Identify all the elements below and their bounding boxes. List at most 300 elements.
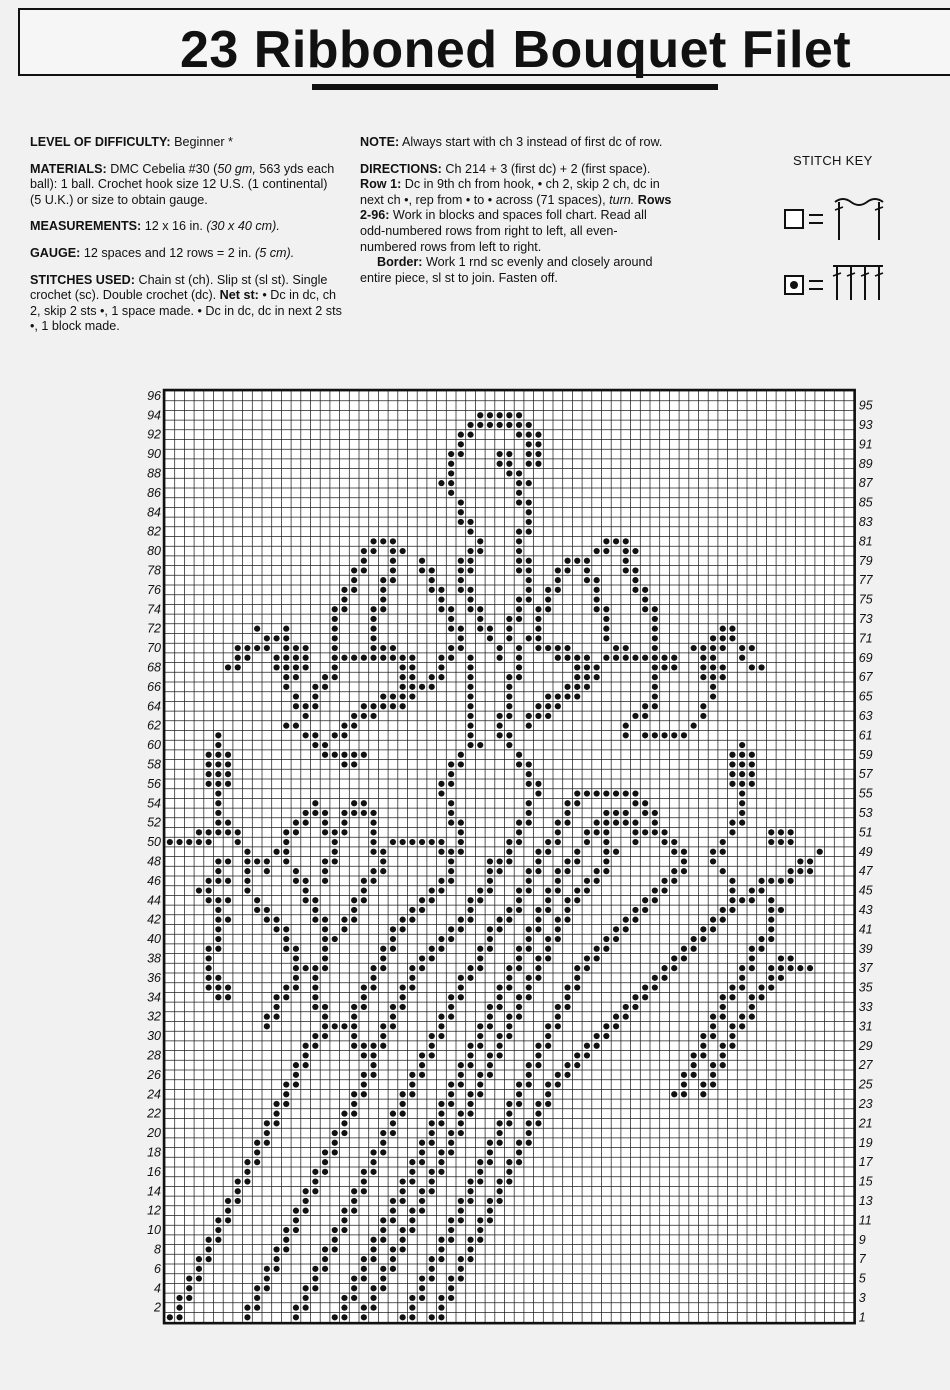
- block-dot: [594, 606, 600, 612]
- block-dot: [458, 577, 464, 583]
- stitches-label: STITCHES USED:: [30, 272, 135, 287]
- block-dot: [448, 606, 454, 612]
- block-dot: [603, 616, 609, 622]
- block-dot: [409, 664, 415, 670]
- block-dot: [603, 820, 609, 826]
- block-dot: [545, 946, 551, 952]
- block-dot: [564, 800, 570, 806]
- row-label-right: 91: [858, 437, 873, 452]
- block-dot: [341, 917, 347, 923]
- block-dot: [419, 558, 425, 564]
- block-dot: [574, 1052, 580, 1058]
- row-label-left: 54: [147, 796, 161, 811]
- block-dot: [438, 781, 444, 787]
- block-dot: [458, 1256, 464, 1262]
- block-dot: [225, 771, 231, 777]
- block-dot: [332, 752, 338, 758]
- block-dot: [283, 626, 289, 632]
- block-dot: [225, 858, 231, 864]
- block-dot: [273, 1120, 279, 1126]
- block-dot: [516, 1004, 522, 1010]
- block-dot: [215, 858, 221, 864]
- block-dot: [370, 839, 376, 845]
- row-label-left: 88: [147, 466, 161, 481]
- block-dot: [477, 1237, 483, 1243]
- block-dot: [749, 897, 755, 903]
- block-dot: [400, 1004, 406, 1010]
- block-dot: [293, 723, 299, 729]
- measurements-metric: (30 x 40 cm).: [206, 219, 280, 234]
- block-dot: [448, 1091, 454, 1097]
- block-dot: [778, 955, 784, 961]
- level-of-difficulty: [30, 135, 342, 151]
- block-dot: [652, 820, 658, 826]
- row-label-left: 40: [147, 932, 161, 947]
- block-dot: [467, 693, 473, 699]
- block-dot: [283, 994, 289, 1000]
- block-dot: [419, 1149, 425, 1155]
- block-dot: [429, 1314, 435, 1320]
- block-dot: [351, 1004, 357, 1010]
- block-dot: [564, 684, 570, 690]
- block-dot: [526, 878, 532, 884]
- block-dot: [322, 955, 328, 961]
- block-dot: [351, 1033, 357, 1039]
- block-dot: [497, 1033, 503, 1039]
- block-dot: [535, 1101, 541, 1107]
- block-dot: [516, 761, 522, 767]
- block-dot: [681, 946, 687, 952]
- block-dot: [322, 868, 328, 874]
- block-dot: [564, 1004, 570, 1010]
- block-dot: [351, 897, 357, 903]
- block-dot: [691, 946, 697, 952]
- block-dot: [351, 713, 357, 719]
- block-dot: [322, 946, 328, 952]
- block-dot: [409, 984, 415, 990]
- block-dot: [235, 645, 241, 651]
- block-dot: [516, 946, 522, 952]
- block-dot: [497, 451, 503, 457]
- block-dot: [448, 470, 454, 476]
- block-dot: [526, 781, 532, 787]
- block-dot: [293, 965, 299, 971]
- block-dot: [613, 538, 619, 544]
- block-dot: [574, 975, 580, 981]
- block-dot: [661, 664, 667, 670]
- block-dot: [235, 829, 241, 835]
- block-dot: [438, 1033, 444, 1039]
- block-dot: [215, 917, 221, 923]
- block-dot: [409, 839, 415, 845]
- block-dot: [206, 752, 212, 758]
- block-dot: [458, 1266, 464, 1272]
- block-symbol-icon: [783, 262, 893, 312]
- block-dot: [419, 1208, 425, 1214]
- block-dot: [458, 820, 464, 826]
- block-dot: [303, 1043, 309, 1049]
- block-dot: [332, 1314, 338, 1320]
- block-dot: [264, 1275, 270, 1281]
- block-dot: [477, 548, 483, 554]
- block-dot: [661, 829, 667, 835]
- block-dot: [526, 926, 532, 932]
- block-dot: [555, 839, 561, 845]
- block-dot: [186, 839, 192, 845]
- row-label-right: 63: [858, 708, 873, 723]
- block-dot: [555, 887, 561, 893]
- block-dot: [351, 1295, 357, 1301]
- block-dot: [652, 684, 658, 690]
- block-dot: [535, 965, 541, 971]
- block-dot: [516, 887, 522, 893]
- block-dot: [535, 955, 541, 961]
- block-dot: [516, 1091, 522, 1097]
- block-dot: [322, 752, 328, 758]
- block-dot: [671, 655, 677, 661]
- block-dot: [312, 975, 318, 981]
- block-dot: [506, 461, 512, 467]
- block-dot: [506, 975, 512, 981]
- block-dot: [623, 558, 629, 564]
- block-dot: [710, 664, 716, 670]
- block-dot: [700, 664, 706, 670]
- block-dot: [487, 1140, 493, 1146]
- block-dot: [312, 965, 318, 971]
- block-dot: [594, 1033, 600, 1039]
- block-dot: [623, 538, 629, 544]
- block-dot: [526, 499, 532, 505]
- block-dot: [448, 1295, 454, 1301]
- block-dot: [312, 1043, 318, 1049]
- block-dot: [264, 1023, 270, 1029]
- block-dot: [467, 1237, 473, 1243]
- block-dot: [293, 693, 299, 699]
- block-dot: [244, 1169, 250, 1175]
- block-dot: [419, 1275, 425, 1281]
- block-dot: [788, 955, 794, 961]
- block-dot: [526, 519, 532, 525]
- block-dot: [322, 878, 328, 884]
- block-dot: [361, 713, 367, 719]
- block-dot: [506, 422, 512, 428]
- row-label-left: 12: [147, 1203, 161, 1218]
- block-dot: [244, 878, 250, 884]
- block-dot: [778, 907, 784, 913]
- block-dot: [535, 1111, 541, 1117]
- block-dot: [225, 664, 231, 670]
- block-dot: [312, 742, 318, 748]
- block-dot: [720, 868, 726, 874]
- block-dot: [729, 897, 735, 903]
- block-dot: [467, 655, 473, 661]
- block-dot: [293, 946, 299, 952]
- directions-text-3: Work in blocks and spaces foll chart. Read all odd-numbered rows from right to left, all even-numbered rows from left to right.: [360, 208, 647, 254]
- block-dot: [700, 1091, 706, 1097]
- block-dot: [700, 645, 706, 651]
- block-dot: [448, 1101, 454, 1107]
- block-dot: [652, 975, 658, 981]
- block-dot: [332, 626, 338, 632]
- block-dot: [477, 1081, 483, 1087]
- block-dot: [788, 868, 794, 874]
- block-dot: [380, 1149, 386, 1155]
- block-dot: [584, 839, 590, 845]
- block-dot: [438, 1169, 444, 1175]
- block-dot: [564, 897, 570, 903]
- block-dot: [215, 868, 221, 874]
- block-dot: [603, 1033, 609, 1039]
- block-dot: [448, 1140, 454, 1146]
- block-dot: [438, 1256, 444, 1262]
- row-label-left: 84: [147, 505, 161, 520]
- block-dot: [467, 897, 473, 903]
- block-dot: [710, 1081, 716, 1087]
- block-dot: [768, 829, 774, 835]
- block-dot: [516, 480, 522, 486]
- block-dot: [448, 626, 454, 632]
- block-dot: [758, 994, 764, 1000]
- block-dot: [370, 1256, 376, 1262]
- block-dot: [788, 839, 794, 845]
- block-dot: [477, 965, 483, 971]
- block-dot: [477, 1091, 483, 1097]
- row-label-left: 44: [147, 893, 161, 908]
- block-dot: [225, 752, 231, 758]
- block-dot: [283, 1101, 289, 1107]
- block-dot: [332, 858, 338, 864]
- block-dot: [691, 1062, 697, 1068]
- block-dot: [293, 1227, 299, 1233]
- block-dot: [244, 1305, 250, 1311]
- block-dot: [264, 645, 270, 651]
- block-dot: [652, 703, 658, 709]
- block-dot: [545, 1091, 551, 1097]
- block-dot: [487, 858, 493, 864]
- block-dot: [303, 965, 309, 971]
- block-dot: [254, 1285, 260, 1291]
- border-label: Border:: [377, 255, 423, 270]
- block-dot: [438, 1101, 444, 1107]
- block-dot: [526, 713, 532, 719]
- row-label-left: 32: [147, 1009, 161, 1024]
- row-label-right: 35: [858, 980, 873, 995]
- block-dot: [467, 965, 473, 971]
- block-dot: [458, 567, 464, 573]
- block-dot: [652, 616, 658, 622]
- block-dot: [341, 1120, 347, 1126]
- block-dot: [458, 1208, 464, 1214]
- row-label-right: 3: [858, 1290, 866, 1305]
- block-dot: [594, 587, 600, 593]
- block-dot: [545, 897, 551, 903]
- block-dot: [448, 771, 454, 777]
- block-dot: [477, 616, 483, 622]
- block-dot: [409, 965, 415, 971]
- block-dot: [312, 693, 318, 699]
- block-dot: [332, 936, 338, 942]
- block-dot: [603, 849, 609, 855]
- block-dot: [409, 674, 415, 680]
- block-dot: [516, 994, 522, 1000]
- block-dot: [361, 1052, 367, 1058]
- block-dot: [613, 820, 619, 826]
- block-dot: [370, 810, 376, 816]
- block-dot: [555, 829, 561, 835]
- block-dot: [264, 907, 270, 913]
- block-dot: [429, 1140, 435, 1146]
- block-dot: [303, 897, 309, 903]
- block-dot: [594, 955, 600, 961]
- block-dot: [720, 635, 726, 641]
- block-dot: [186, 1275, 192, 1281]
- note: [360, 135, 672, 151]
- block-dot: [691, 723, 697, 729]
- block-dot: [516, 470, 522, 476]
- block-dot: [341, 723, 347, 729]
- block-dot: [370, 1285, 376, 1291]
- block-dot: [409, 917, 415, 923]
- block-dot: [225, 1198, 231, 1204]
- row-label-left: 24: [147, 1087, 161, 1102]
- block-dot: [293, 645, 299, 651]
- block-dot: [632, 577, 638, 583]
- block-dot: [710, 655, 716, 661]
- block-dot: [691, 1072, 697, 1078]
- block-dot: [400, 1188, 406, 1194]
- block-dot: [535, 917, 541, 923]
- block-dot: [535, 606, 541, 612]
- block-dot: [642, 703, 648, 709]
- stitch-key-title: STITCH KEY: [793, 153, 873, 168]
- block-dot: [671, 849, 677, 855]
- block-dot: [361, 1256, 367, 1262]
- block-dot: [419, 955, 425, 961]
- block-dot: [283, 946, 289, 952]
- block-dot: [390, 839, 396, 845]
- block-dot: [526, 723, 532, 729]
- block-dot: [661, 975, 667, 981]
- row-label-right: 15: [858, 1174, 873, 1189]
- block-dot: [361, 1043, 367, 1049]
- block-dot: [700, 674, 706, 680]
- block-dot: [584, 655, 590, 661]
- net-stitch-value: • Dc in dc, ch 2, skip 2 sts •, 1 space made. • Dc in dc, dc in next 2 sts •, 1 block made.: [30, 288, 342, 334]
- filet-chart: [140, 385, 915, 1385]
- block-dot: [555, 1081, 561, 1087]
- block-dot: [448, 858, 454, 864]
- block-dot: [497, 1130, 503, 1136]
- block-dot: [167, 839, 173, 845]
- block-dot: [273, 994, 279, 1000]
- block-dot: [380, 577, 386, 583]
- block-dot: [419, 684, 425, 690]
- block-dot: [293, 1314, 299, 1320]
- block-dot: [332, 635, 338, 641]
- row-label-right: 81: [858, 534, 873, 549]
- block-dot: [467, 1052, 473, 1058]
- block-dot: [167, 1314, 173, 1320]
- block-dot: [409, 1305, 415, 1311]
- block-dot: [594, 946, 600, 952]
- block-dot: [380, 606, 386, 612]
- block-dot: [312, 917, 318, 923]
- block-dot: [361, 1072, 367, 1078]
- block-dot: [603, 538, 609, 544]
- block-dot: [370, 1295, 376, 1301]
- block-dot: [739, 984, 745, 990]
- block-dot: [312, 907, 318, 913]
- block-dot: [535, 1043, 541, 1049]
- block-dot: [429, 946, 435, 952]
- block-dot: [632, 713, 638, 719]
- block-dot: [438, 1111, 444, 1117]
- block-dot: [739, 820, 745, 826]
- block-dot: [526, 810, 532, 816]
- block-dot: [400, 1314, 406, 1320]
- block-dot: [390, 926, 396, 932]
- block-dot: [429, 1120, 435, 1126]
- block-dot: [244, 1178, 250, 1184]
- block-dot: [652, 655, 658, 661]
- block-dot: [176, 1295, 182, 1301]
- block-dot: [273, 664, 279, 670]
- block-dot: [526, 567, 532, 573]
- block-dot: [681, 955, 687, 961]
- block-dot: [215, 878, 221, 884]
- block-dot: [390, 1014, 396, 1020]
- block-dot: [370, 703, 376, 709]
- block-dot: [458, 1111, 464, 1117]
- block-dot: [564, 810, 570, 816]
- block-dot: [506, 470, 512, 476]
- block-dot: [574, 1062, 580, 1068]
- block-dot: [273, 655, 279, 661]
- block-dot: [555, 703, 561, 709]
- block-dot: [545, 693, 551, 699]
- block-dot: [215, 1237, 221, 1243]
- block-dot: [361, 655, 367, 661]
- block-dot: [215, 946, 221, 952]
- block-dot: [390, 1130, 396, 1136]
- block-dot: [623, 1004, 629, 1010]
- block-dot: [254, 1149, 260, 1155]
- block-dot: [429, 839, 435, 845]
- block-dot: [390, 1198, 396, 1204]
- block-dot: [671, 878, 677, 884]
- block-dot: [351, 1091, 357, 1097]
- block-dot: [749, 887, 755, 893]
- block-dot: [467, 713, 473, 719]
- block-dot: [206, 946, 212, 952]
- block-dot: [332, 606, 338, 612]
- block-dot: [749, 771, 755, 777]
- block-dot: [293, 1072, 299, 1078]
- block-dot: [264, 1130, 270, 1136]
- block-dot: [438, 1149, 444, 1155]
- block-dot: [768, 936, 774, 942]
- block-dot: [739, 771, 745, 777]
- block-dot: [448, 480, 454, 486]
- block-dot: [516, 674, 522, 680]
- block-dot: [584, 965, 590, 971]
- block-dot: [361, 1004, 367, 1010]
- block-dot: [594, 829, 600, 835]
- row-label-left: 94: [147, 408, 161, 423]
- block-dot: [661, 732, 667, 738]
- block-dot: [535, 616, 541, 622]
- block-dot: [594, 674, 600, 680]
